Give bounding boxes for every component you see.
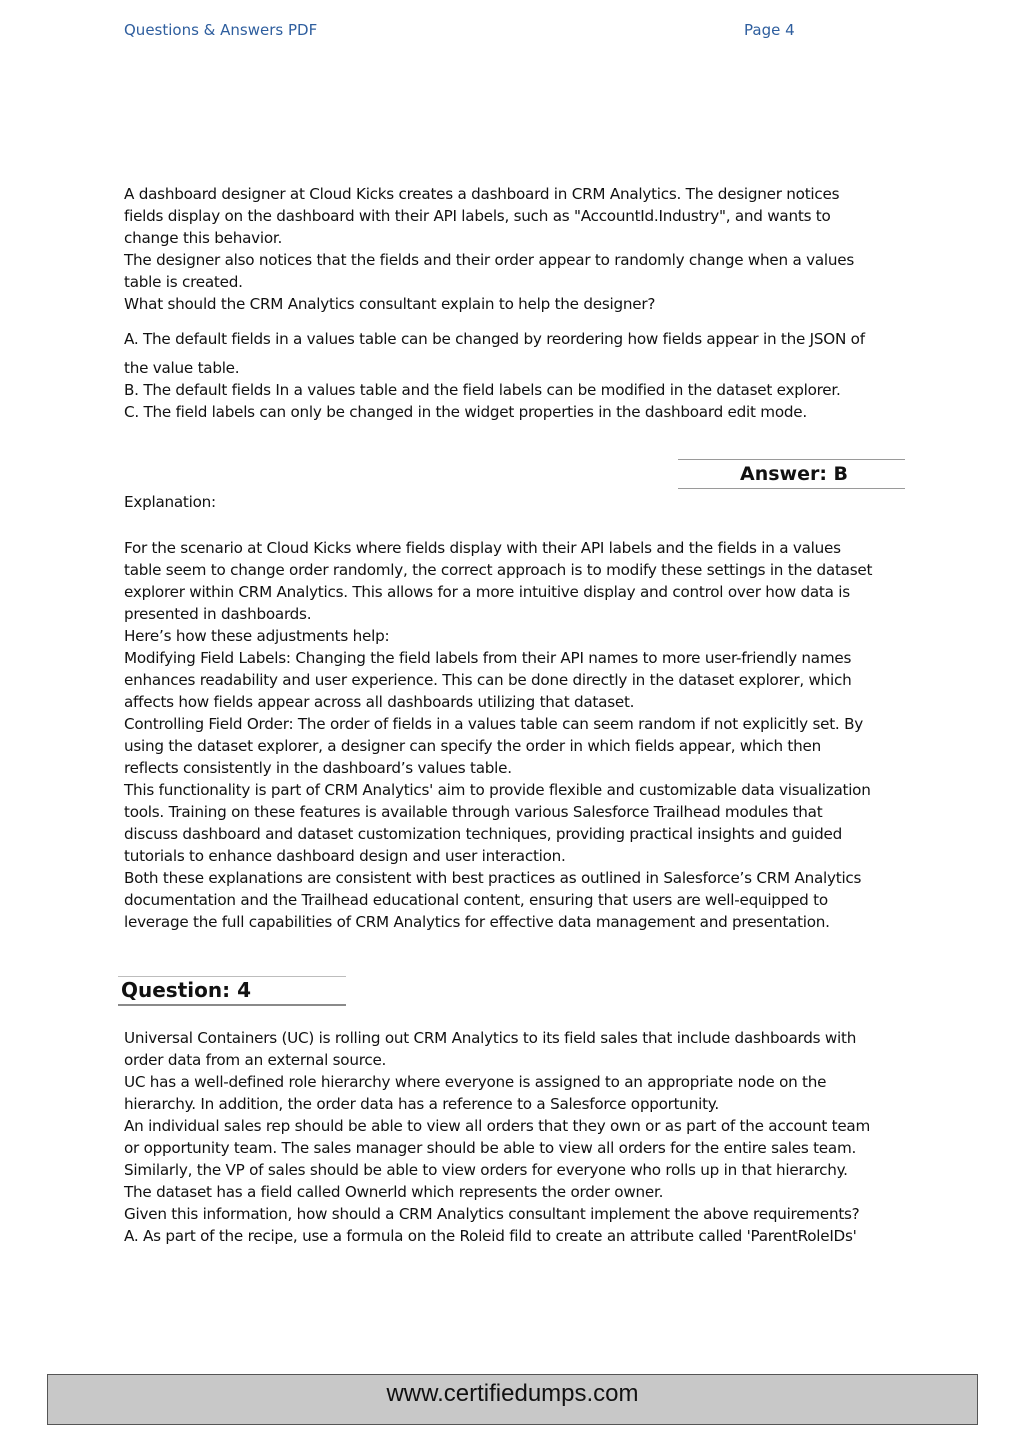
explanation-line: documentation and the Trailhead educational content, ensuring that users are well-equipped to (124, 891, 828, 909)
option-a: A. As part of the recipe, use a formula on the Roleid fild to create an attribute called 'ParentRoleIDs' (124, 1227, 857, 1245)
option-a-line-2: the value table. (124, 359, 240, 377)
option-a-line-1: A. The default fields in a values table can be changed by reordering how fields appear in the JSON of (124, 330, 865, 348)
answer-label: Answer: B (740, 463, 849, 485)
question-4-text (124, 1027, 914, 1247)
explanation-line: presented in dashboards. (124, 605, 312, 623)
question-line: change this behavior. (124, 229, 283, 247)
explanation-line: Controlling Field Order: The order of fields in a values table can seem random if not explicitly set. By (124, 715, 863, 733)
explanation-line: enhances readability and user experience. This can be done directly in the dataset explorer, which (124, 671, 852, 689)
explanation-line: table seem to change order randomly, the correct approach is to modify these settings in the dataset (124, 561, 873, 579)
option-c: C. The field labels can only be changed in the widget properties in the dashboard edit mode. (124, 403, 807, 421)
question-3-text (124, 183, 914, 315)
explanation-line: Here’s how these adjustments help: (124, 627, 390, 645)
question-line: fields display on the dashboard with their API labels, such as "AccountId.Industry", and wants to (124, 207, 831, 225)
question-4-heading: Question: 4 (121, 978, 251, 1002)
explanation-heading: Explanation: (124, 493, 216, 511)
footer-website: www.certifiedumps.com (47, 1374, 978, 1425)
explanation-line: affects how fields appear across all dashboards utilizing that dataset. (124, 693, 635, 711)
explanation-line: using the dataset explorer, a designer can specify the order in which fields appear, which then (124, 737, 821, 755)
question-line: An individual sales rep should be able to view all orders that they own or as part of the account team (124, 1117, 871, 1135)
explanation-line: This functionality is part of CRM Analytics' aim to provide flexible and customizable data visualization (124, 781, 871, 799)
question-line: UC has a well-defined role hierarchy where everyone is assigned to an appropriate node on the (124, 1073, 827, 1091)
question-line: Universal Containers (UC) is rolling out CRM Analytics to its field sales that include dashboards with (124, 1029, 857, 1047)
answer-options (124, 328, 914, 423)
question-line: The designer also notices that the fields and their order appear to randomly change when a values (124, 251, 855, 269)
question-line: Given this information, how should a CRM Analytics consultant implement the above requirements? (124, 1205, 860, 1223)
explanation-line: Both these explanations are consistent with best practices as outlined in Salesforce’s CRM Analytics (124, 869, 862, 887)
explanation-body (124, 537, 914, 933)
question-line: What should the CRM Analytics consultant explain to help the designer? (124, 295, 656, 313)
explanation-line: explorer within CRM Analytics. This allows for a more intuitive display and control over how data is (124, 583, 850, 601)
question-line: hierarchy. In addition, the order data has a reference to a Salesforce opportunity. (124, 1095, 719, 1113)
question-line: order data from an external source. (124, 1051, 387, 1069)
question-line: A dashboard designer at Cloud Kicks creates a dashboard in CRM Analytics. The designer notices (124, 185, 840, 203)
explanation-line: leverage the full capabilities of CRM Analytics for effective data management and presentation. (124, 913, 830, 931)
explanation-line: Modifying Field Labels: Changing the field labels from their API names to more user-friendly names (124, 649, 852, 667)
question-line: or opportunity team. The sales manager should be able to view all orders for the entire sales team. (124, 1139, 857, 1157)
explanation-line: For the scenario at Cloud Kicks where fields display with their API labels and the fields in a values (124, 539, 841, 557)
explanation-line: reflects consistently in the dashboard’s values table. (124, 759, 512, 777)
option-b: B. The default fields In a values table and the field labels can be modified in the dataset explorer. (124, 381, 841, 399)
question-line: table is created. (124, 273, 243, 291)
explanation-line: tools. Training on these features is available through various Salesforce Trailhead modules that (124, 803, 823, 821)
page-number: Page 4 (744, 21, 795, 39)
question-line: Similarly, the VP of sales should be able to view orders for everyone who rolls up in that hierarchy. (124, 1161, 848, 1179)
document-header-title: Questions & Answers PDF (124, 21, 318, 39)
explanation-label (124, 491, 914, 513)
explanation-line: discuss dashboard and dataset customization techniques, providing practical insights and guided (124, 825, 842, 843)
question-line: The dataset has a field called Ownerld which represents the order owner. (124, 1183, 664, 1201)
explanation-line: tutorials to enhance dashboard design and user interaction. (124, 847, 566, 865)
